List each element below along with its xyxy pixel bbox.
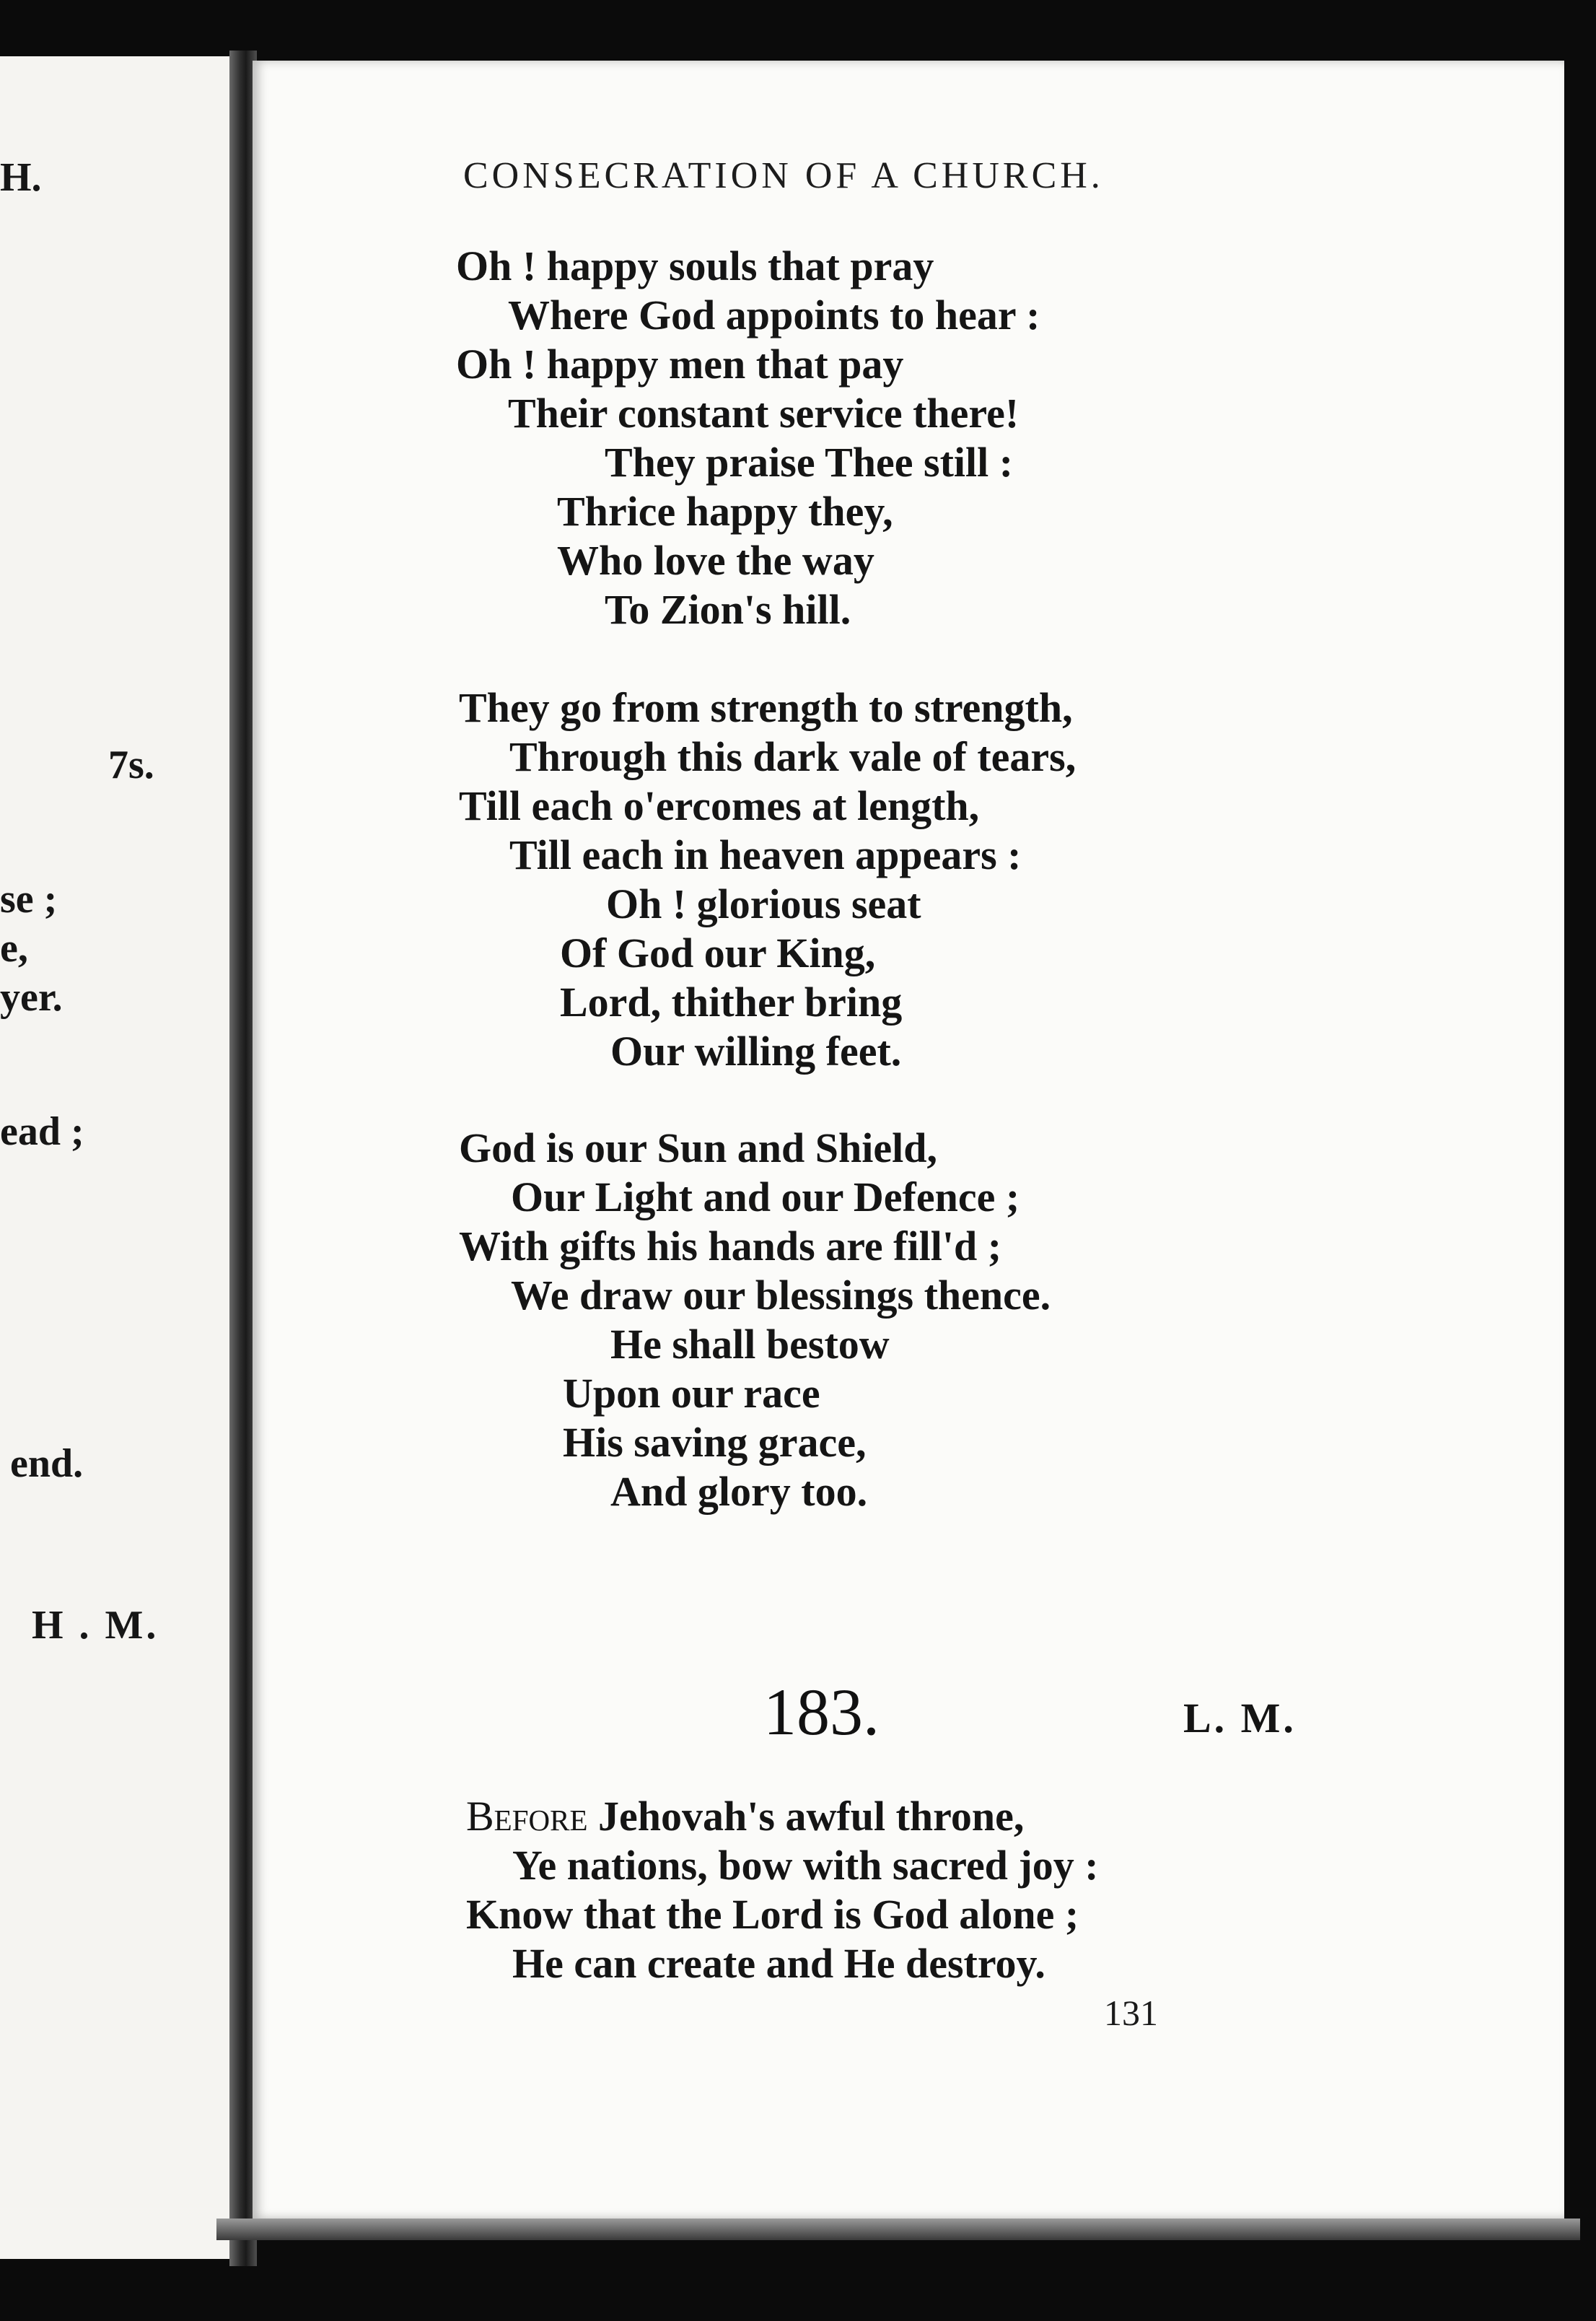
verse-line: God is our Sun and Shield, [459,1124,938,1171]
verse-line: To Zion's hill. [605,586,851,633]
verse-line: Lord, thither bring [560,979,903,1026]
previous-page-running-head: H. [0,155,42,200]
verse-line: Who love the way [557,537,874,584]
previous-page-meter: 7s. [108,743,154,787]
page-number: 131 [1104,1993,1158,2033]
verse-line: Till each o'ercomes at length, [459,782,980,829]
hymn-meter: L. M. [1183,1695,1297,1741]
previous-page-line-fragment: yer. [0,975,63,1020]
verse-line: Of God our King, [560,930,876,976]
verse-line: Through this dark vale of tears, [509,733,1077,780]
verse-line: Ye nations, bow with sacred joy : [512,1842,1099,1889]
verse-line: They go from strength to strength, [459,684,1073,731]
hymn-number: 183. [763,1675,880,1749]
verse-line: He shall bestow [610,1321,890,1368]
page-bottom-edge [216,2219,1580,2240]
opening-line-rest: Jehovah's awful throne, [587,1793,1025,1840]
previous-page-line-fragment: e, [0,926,28,971]
verse-line: Know that the Lord is God alone ; [466,1891,1079,1938]
verse-line: Where God appoints to hear : [508,292,1040,338]
verse-line: His saving grace, [563,1419,867,1466]
verse-line: Upon our race [563,1370,820,1417]
verse-line: Our Light and our Defence ; [511,1173,1020,1220]
verse-line: Their constant service there! [508,390,1020,437]
verse-line [466,1793,1025,1840]
verse-line: They praise Thee still : [605,439,1014,486]
previous-page-line-fragment: end. [10,1441,84,1486]
verse-line: Thrice happy they, [557,488,893,535]
running-header: CONSECRATION OF A CHURCH. [463,155,1104,196]
verse-line: Oh ! happy men that pay [456,341,904,388]
opening-word: Before [466,1793,588,1840]
previous-page-line-fragment: se ; [0,877,58,922]
verse-line: And glory too. [610,1468,868,1515]
previous-page-meter: H . M. [32,1603,159,1648]
verse-line: He can create and He destroy. [512,1940,1045,1987]
verse-line: We draw our blessings thence. [511,1272,1051,1319]
verse-line: With gifts his hands are fill'd ; [459,1223,1002,1269]
previous-page-line-fragment: ead ; [0,1109,84,1154]
previous-page [0,56,229,2259]
verse-line: Oh ! glorious seat [606,880,921,927]
verse-line: Till each in heaven appears : [509,831,1022,878]
verse-line: Oh ! happy souls that pray [456,242,934,289]
verse-line: Our willing feet. [610,1028,902,1075]
